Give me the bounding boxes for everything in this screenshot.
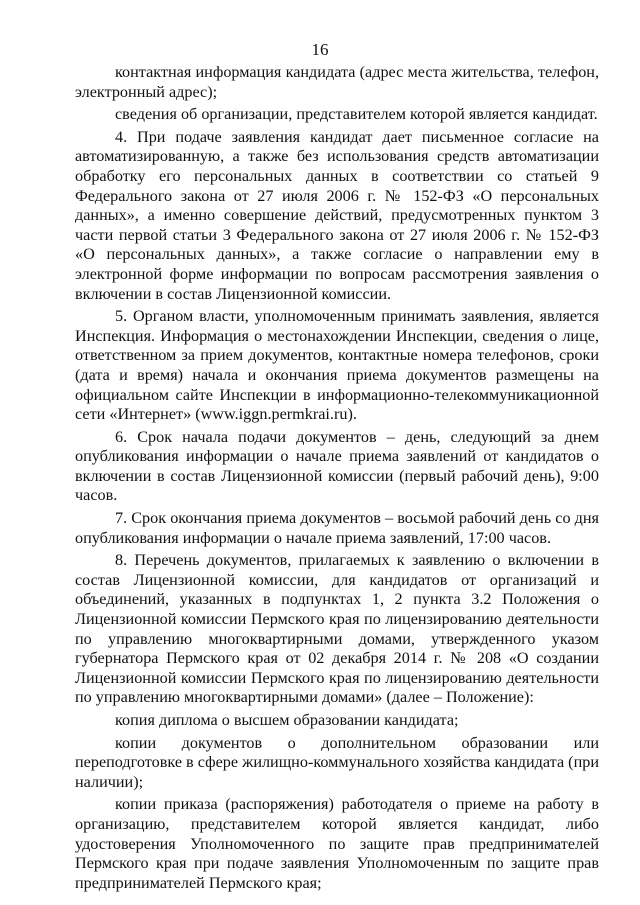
paragraph-item-4-consent: 4. При подаче заявления кандидат дает письменное согласие на автоматизированную, а также без использования средств автоматизации обработку его персональных данных в соответствии со статьей 9 Федерального закона от 27 июля 2006 г. № 152-ФЗ «О персональных данных», а именно совершение действий, предусмотренных пунктом 3 части первой статьи 3 Федерального закона от 27 июля 2006 г. № 152-ФЗ «О персональных данных», а также согласие о направлении ему в электронной форме информации по вопросам рассмотрения заявления о включении в состав Лицензионной комиссии. xyxy=(75,127,599,303)
document-body xyxy=(75,63,599,896)
paragraph-organization-info: сведения об организации, представителем которой является кандидат. xyxy=(115,105,598,124)
paragraph-item-5-authority: 5. Органом власти, уполномоченным принимать заявления, является Инспекция. Информация о местонахождении Инспекции, сведения о лице, ответственном за прием документов, контактные номера телефонов, сроки (дата и время) начала и окончания приема документов размещены на официальном сайте Инспекции в информационно-телекоммуникационной сети «Интернет» (www.iggn.permkrai.ru). xyxy=(75,307,599,424)
paragraph-item-7-end-date: 7. Срок окончания приема документов – восьмой рабочий день со дня опубликования информации о начале приема заявлений, 17:00 часов. xyxy=(75,509,599,547)
page-number: 16 xyxy=(311,40,329,59)
paragraph-contact-info: контактная информация кандидата (адрес места жительства, телефон, электронный адрес); xyxy=(75,63,599,101)
list-item-employment-order: копии приказа (распоряжения) работодателя о приеме на работу в организацию, представителем которой является кандидат, либо удостоверения Уполномоченного по защите прав предпринимателей Пермского края при подаче заявления Уполномоченным по защите прав предпринимателей Пермского края; xyxy=(75,795,599,892)
list-item-diploma-copy: копия диплома о высшем образовании кандидата; xyxy=(115,711,459,729)
paragraph-item-6-start-date: 6. Срок начала подачи документов – день, следующий за днем опубликования информации о начале приема заявлений от кандидатов о включении в состав Лицензионной комиссии (первый рабочий день), 9:00 часов. xyxy=(75,427,599,505)
list-item-additional-education: копии документов о дополнительном образовании или переподготовке в сфере жилищно-коммунального хозяйства кандидата (при наличии); xyxy=(75,733,599,791)
paragraph-item-8-document-list: 8. Перечень документов, прилагаемых к заявлению о включении в состав Лицензионной комиссии, для кандидатов от организаций и объединений, указанных в подпунктах 1, 2 пункта 3.2 Положения о Лицензионной комиссии Пермского края по лицензированию деятельности по управлению многоквартирными домами, утвержденного указом губернатора Пермского края от 02 декабря 2014 г. № 208 «О создании Лицензионной комиссии Пермского края по лицензированию деятельности по управлению многоквартирными домами» (далее – Положение): xyxy=(75,551,599,707)
